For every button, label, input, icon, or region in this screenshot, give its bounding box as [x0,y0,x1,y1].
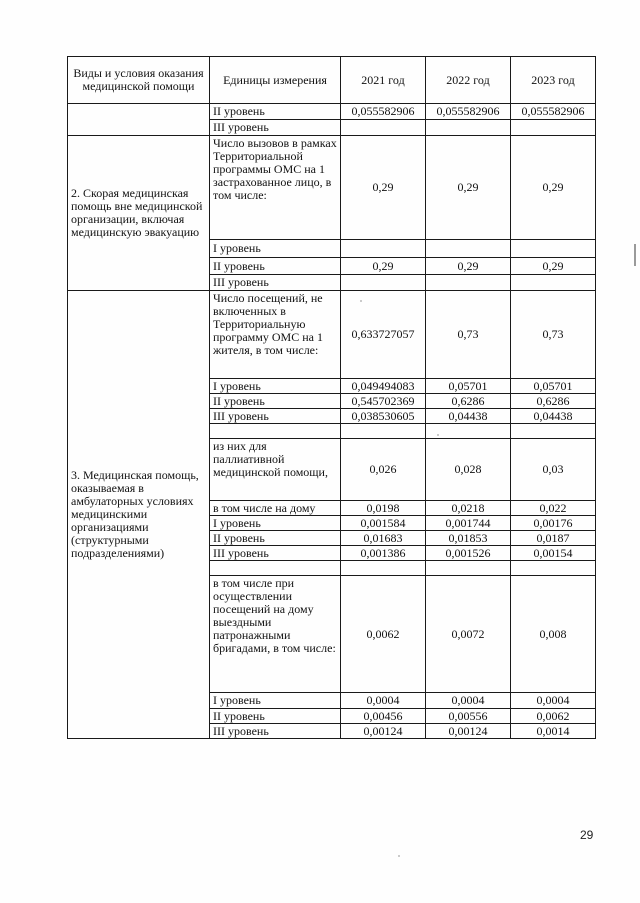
unit-cell: I уровень [210,693,341,709]
value-2022: 0,05701 [426,379,511,394]
spacer-cell [341,424,426,439]
unit-cell: III уровень [210,275,341,291]
scan-speck [360,300,362,302]
kind-cell-continued [68,104,210,136]
value-2023 [511,240,596,258]
unit-cell: I уровень [210,379,341,394]
value-2023: 0,29 [511,258,596,275]
value-2022: 0,29 [426,136,511,240]
value-2021: 0,001584 [341,516,426,531]
value-2021: 0,0198 [341,501,426,516]
value-2021: 0,055582906 [341,104,426,120]
value-2022: 0,73 [426,291,511,379]
value-2023: 0,6286 [511,394,596,409]
value-2021: 0,29 [341,258,426,275]
value-2023: 0,0004 [511,693,596,709]
unit-cell: Число посещений, не включенных в Территориальную программу ОМС на 1 жителя, в том числе: [210,291,341,379]
unit-cell: III уровень [210,409,341,424]
spacer-cell [511,561,596,576]
spacer-cell [210,561,341,576]
scan-edge-mark [634,244,636,266]
spacer-cell [210,424,341,439]
spacer-cell [511,424,596,439]
value-2023: 0,00154 [511,546,596,561]
value-2023: 0,00176 [511,516,596,531]
value-2022: 0,00556 [426,709,511,724]
value-2022: 0,028 [426,439,511,501]
value-2021: 0,049494083 [341,379,426,394]
value-2022: 0,29 [426,258,511,275]
unit-cell: II уровень [210,394,341,409]
header-2023: 2023 год [511,57,596,104]
value-2023: 0,73 [511,291,596,379]
table-row [68,291,596,379]
value-2021: 0,29 [341,136,426,240]
unit-cell: III уровень [210,120,341,136]
value-2023: 0,29 [511,136,596,240]
value-2021: 0,633727057 [341,291,426,379]
table-row [68,136,596,240]
unit-cell: II уровень [210,531,341,546]
spacer-cell [426,561,511,576]
value-2023: 0,0014 [511,724,596,739]
kind-cell-outpatient: 3. Медицинская помощь, оказываемая в амбулаторных условиях медицинскими организациями (структурными подразделениями) [68,291,210,739]
unit-cell: в том числе при осуществлении посещений на дому выездными патронажными бригадами, в том числе: [210,576,341,693]
value-2022: 0,01853 [426,531,511,546]
unit-cell: II уровень [210,104,341,120]
value-2022: 0,001744 [426,516,511,531]
value-2023: 0,022 [511,501,596,516]
header-2021: 2021 год [341,57,426,104]
unit-cell: Число вызовов в рамках Территориальной программы ОМС на 1 застрахованное лицо, в том числе: [210,136,341,240]
scan-speck [398,855,400,857]
header-2022: 2022 год [426,57,511,104]
value-2023: 0,0187 [511,531,596,546]
unit-cell: I уровень [210,240,341,258]
value-2021: 0,001386 [341,546,426,561]
value-2021 [341,120,426,136]
value-2021: 0,00456 [341,709,426,724]
value-2021: 0,038530605 [341,409,426,424]
value-2021: 0,0062 [341,576,426,693]
value-2022: 0,001526 [426,546,511,561]
unit-cell: I уровень [210,516,341,531]
unit-cell: III уровень [210,724,341,739]
value-2023: 0,008 [511,576,596,693]
value-2023: 0,055582906 [511,104,596,120]
spacer-cell [426,424,511,439]
value-2022: 0,00124 [426,724,511,739]
value-2022: 0,0218 [426,501,511,516]
header-units: Единицы измерения [210,57,341,104]
value-2022: 0,0072 [426,576,511,693]
value-2021: 0,545702369 [341,394,426,409]
header-kinds: Виды и условия оказания медицинской помощи [68,57,210,104]
unit-cell: II уровень [210,709,341,724]
value-2023: 0,05701 [511,379,596,394]
value-2022: 0,6286 [426,394,511,409]
value-2023: 0,04438 [511,409,596,424]
scan-speck [437,434,439,436]
medical-care-volume-table [67,56,596,739]
value-2021: 0,01683 [341,531,426,546]
value-2022: 0,04438 [426,409,511,424]
value-2022 [426,240,511,258]
table-row [68,104,596,120]
value-2022: 0,0004 [426,693,511,709]
unit-cell: III уровень [210,546,341,561]
unit-cell: в том числе на дому [210,501,341,516]
kind-cell-ambulance: 2. Скорая медицинская помощь вне медицинской организации, включая медицинскую эвакуацию [68,136,210,291]
value-2022 [426,120,511,136]
value-2021: 0,00124 [341,724,426,739]
table-header-row [68,57,596,104]
unit-cell: из них для паллиативной медицинской помощи, [210,439,341,501]
value-2023: 0,0062 [511,709,596,724]
value-2021 [341,240,426,258]
unit-cell: II уровень [210,258,341,275]
value-2021: 0,0004 [341,693,426,709]
value-2021: 0,026 [341,439,426,501]
value-2023 [511,275,596,291]
page-number: 29 [580,828,594,842]
spacer-cell [341,561,426,576]
value-2023 [511,120,596,136]
value-2023: 0,03 [511,439,596,501]
value-2022: 0,055582906 [426,104,511,120]
value-2022 [426,275,511,291]
value-2021 [341,275,426,291]
